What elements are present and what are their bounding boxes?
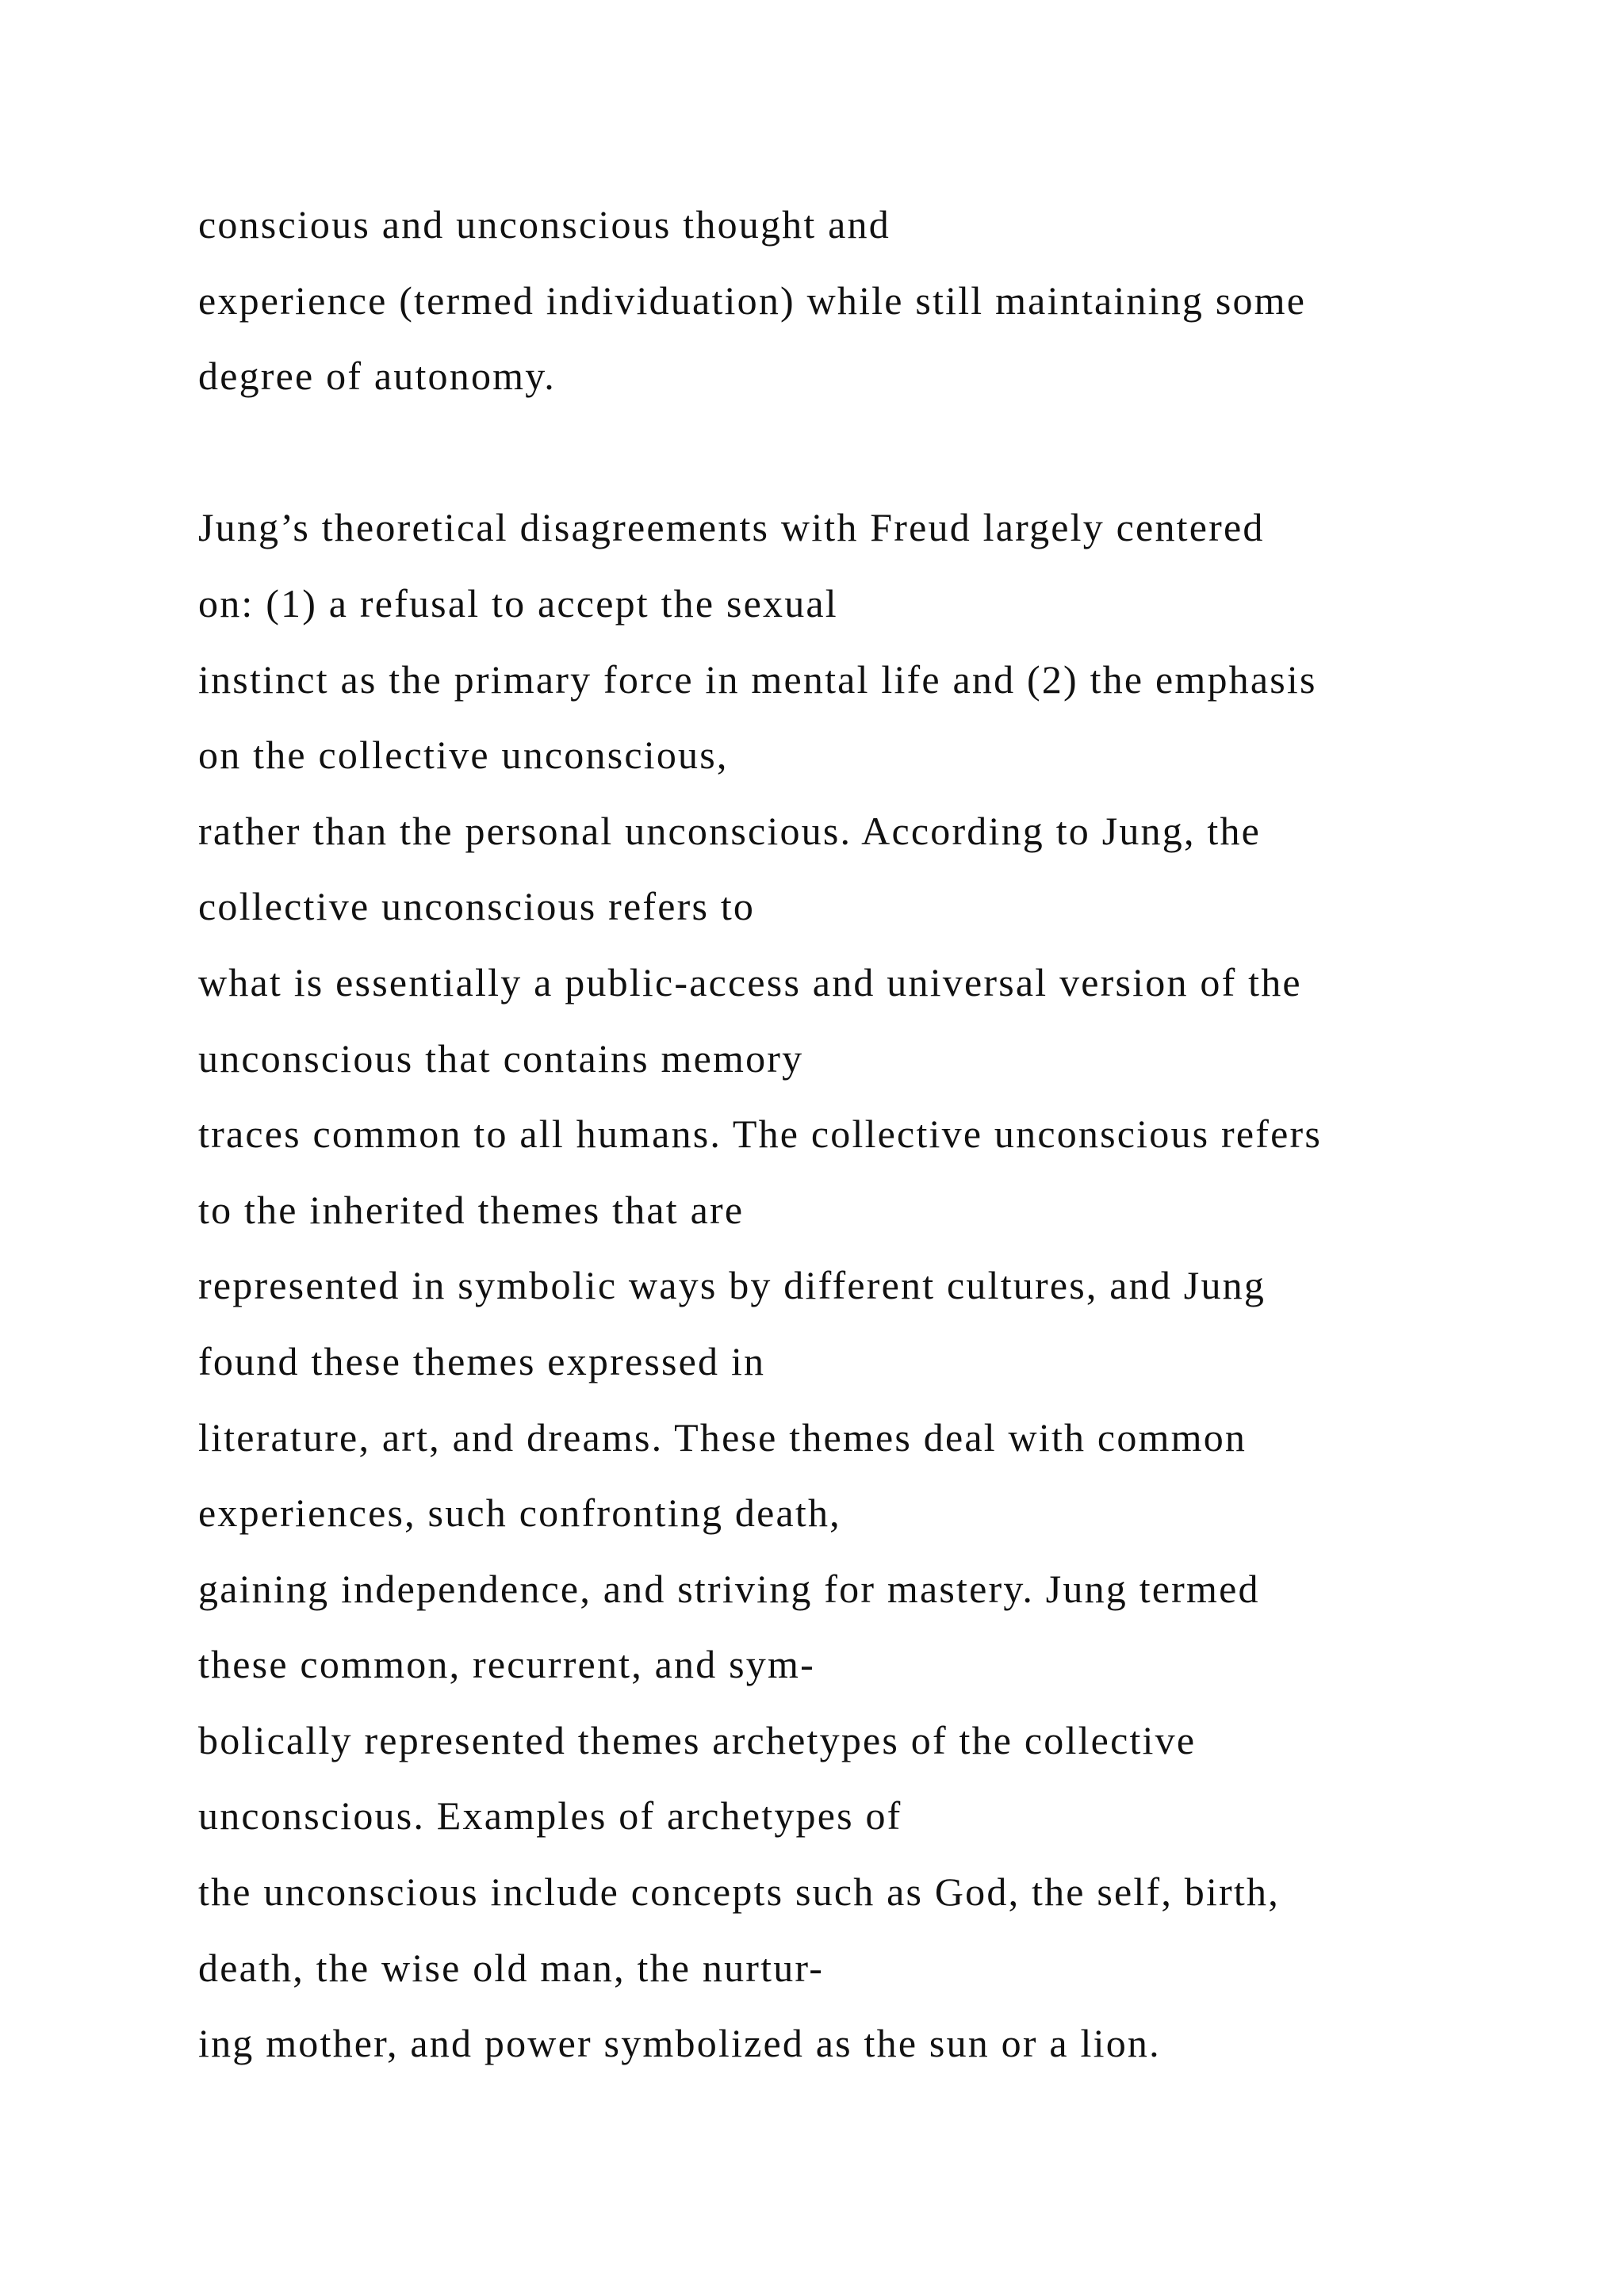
text-line: these common, recurrent, and sym- [198,1642,815,1687]
text-line: rather than the personal unconscious. According to Jung, the [198,808,1262,853]
text-line: death, the wise old man, the nurtur- [198,1945,825,1990]
text-line: experiences, such confronting death, [198,1490,841,1536]
document-body [198,187,1499,2082]
paragraph-individuation [198,187,1499,415]
text-line: conscious and unconscious thought and [198,202,891,247]
text-line: to the inherited themes that are [198,1187,745,1232]
text-line: gaining independence, and striving for mastery. Jung termed [198,1566,1260,1611]
text-line: represented in symbolic ways by different cultures, and Jung [198,1263,1266,1308]
text-line: bolically represented themes archetypes of the collective [198,1717,1197,1762]
paragraph-spacer [198,415,1499,491]
text-line: degree of autonomy. [198,354,556,399]
text-line: found these themes expressed in [198,1338,766,1383]
text-line: what is essentially a public-access and universal version of the [198,959,1302,1004]
text-line: the unconscious include concepts such as God, the self, birth, [198,1869,1280,1915]
paragraph-jung-freud [198,490,1499,2081]
text-line: ing mother, and power symbolized as the sun or a lion. [198,2021,1161,2066]
text-line: on: (1) a refusal to accept the sexual [198,580,838,626]
text-line: collective unconscious refers to [198,884,756,929]
text-line: Jung’s theoretical disagreements with Freud largely centered [198,505,1265,550]
text-line: instinct as the primary force in mental life and (2) the emphasis [198,656,1317,702]
text-line: literature, art, and dreams. These themes deal with common [198,1414,1247,1460]
text-line: on the collective unconscious, [198,733,729,778]
text-line: experience (termed individuation) while still maintaining some [198,277,1307,323]
text-line: unconscious. Examples of archetypes of [198,1793,902,1839]
text-line: unconscious that contains memory [198,1035,804,1081]
text-line: traces common to all humans. The collective unconscious refers [198,1112,1323,1157]
